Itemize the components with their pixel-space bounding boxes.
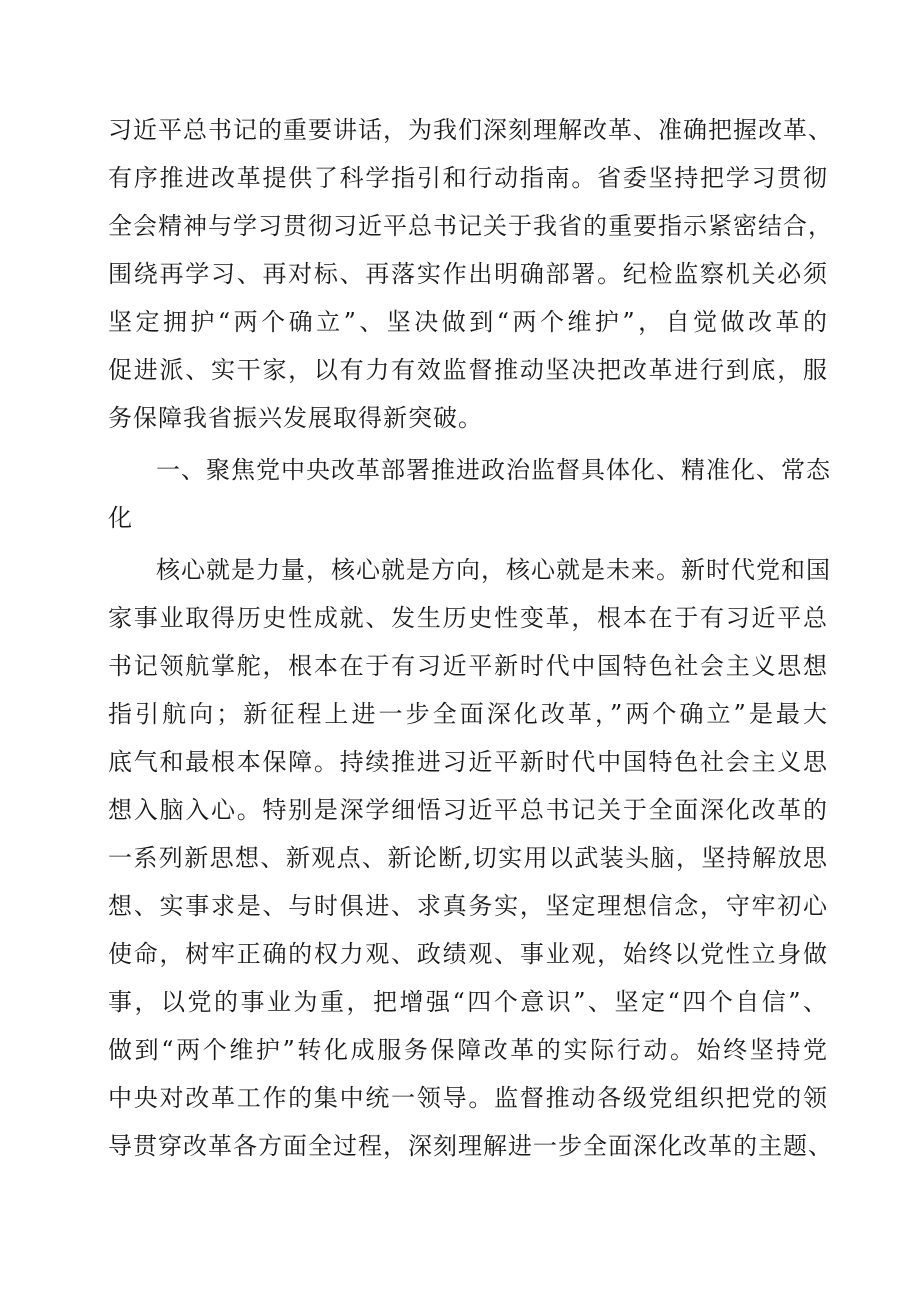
paragraph-2-line-7: 一系列新思想、新观点、新论断,切实用以武装头脑，坚持解放思	[108, 844, 828, 872]
section-heading-line-2: 化	[108, 504, 133, 532]
paragraph-1-line-2: 有序推进改革提供了科学指引和行动指南。省委坚持把学习贯彻	[108, 164, 828, 192]
paragraph-1-line-5: 坚定拥护“两个确立”、坚决做到“两个维护”，自觉做改革的	[108, 308, 828, 336]
paragraph-2-line-10: 事，以党的事业为重，把增强“四个意识”、坚定“四个自信”、	[108, 988, 828, 1016]
paragraph-2-line-5: 底气和最根本保障。持续推进习近平新时代中国特色社会主义思	[108, 748, 828, 776]
paragraph-1-line-4: 围绕再学习、再对标、再落实作出明确部署。纪检监察机关必须	[108, 260, 828, 288]
section-heading-line-1: 一、聚焦党中央改革部署推进政治监督具体化、精准化、常态	[156, 456, 831, 484]
paragraph-2-line-13: 导贯穿改革各方面全过程，深刻理解进一步全面深化改革的主题、	[108, 1132, 833, 1160]
paragraph-2-line-2: 家事业取得历史性成就、发生历史性变革，根本在于有习近平总	[108, 604, 828, 632]
paragraph-2-line-1: 核心就是力量，核心就是方向，核心就是未来。新时代党和国	[156, 556, 831, 584]
paragraph-1-line-7: 务保障我省振兴发展取得新突破。	[108, 404, 483, 432]
paragraph-2-line-11: 做到“两个维护”转化成服务保障改革的实际行动。始终坚持党	[108, 1036, 828, 1064]
paragraph-2-line-3: 书记领航掌舵，根本在于有习近平新时代中国特色社会主义思想	[108, 652, 828, 680]
paragraph-2-line-4: 指引航向；新征程上进一步全面深化改革，”两个确立”是最大	[108, 700, 828, 728]
paragraph-2-line-8: 想、实事求是、与时俱进、求真务实，坚定理想信念，守牢初心	[108, 892, 828, 920]
paragraph-1-line-3: 全会精神与学习贯彻习近平总书记关于我省的重要指示紧密结合，	[108, 212, 833, 240]
paragraph-2-line-9: 使命，树牢正确的权力观、政绩观、事业观，始终以党性立身做	[108, 940, 828, 968]
paragraph-1-line-6: 促进派、实干家，以有力有效监督推动坚决把改革进行到底，服	[108, 356, 828, 384]
paragraph-1-line-1: 习近平总书记的重要讲话，为我们深刻理解改革、准确把握改革、	[108, 116, 833, 144]
paragraph-2-line-12: 中央对改革工作的集中统一领导。监督推动各级党组织把党的领	[108, 1084, 828, 1112]
paragraph-2-line-6: 想入脑入心。特别是深学细悟习近平总书记关于全面深化改革的	[108, 796, 828, 824]
